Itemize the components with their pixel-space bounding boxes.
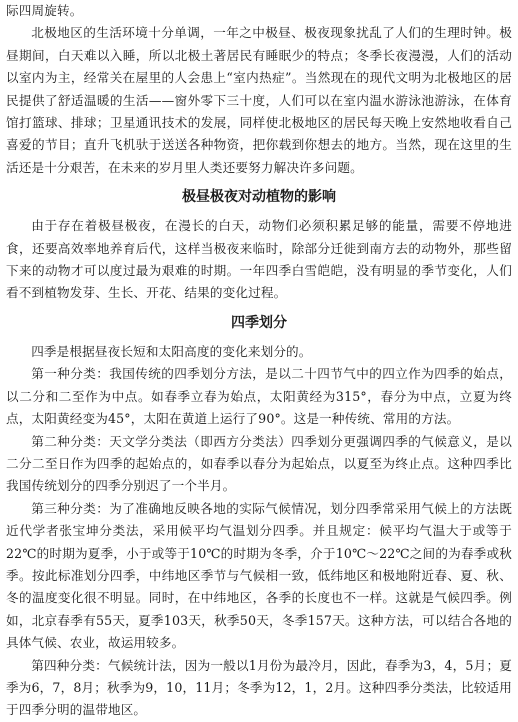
paragraph-classification-4: 第四种分类：气候统计法，因为一般以1月份为最冷月，因此，春季为3，4，5月；夏季为6，7，8月；秋季为9，10，11月；冬季为12，1，2月。这种四季分类法，比较适用于四季分明的温带地区。 (6, 657, 512, 718)
paragraph-classification-3: 第三种分类：为了准确地反映各地的实际气候情况，划分四季常采用气候上的方法既近代学者张宝坤分类法，采用候平均气温划分四季。并且规定：候平均气温大于或等于22℃的时期为夏季，小于或等于10℃的时期为冬季，介于10℃～22℃之间的为春季或秋季。按此标准划分四季，中纬地区季节与气候相一致，低纬地区和极地附近春、夏、秋、冬的温度变化很不明显。同时，在中纬地区，各季的长度也不一样。这就是气候四季。例如，北京春季有55天，夏季103天，秋季50天，冬季157天。这种方法，可以结合各地的具体气候、农业，故运用较多。 (6, 500, 512, 651)
paragraph-continuation: 际四周旋转。 (6, 3, 83, 18)
paragraph-classification-2: 第二种分类：天文学分类法（即西方分类法）四季划分更强调四季的气候意义，是以二分二至日作为四季的起始点的，如春季以春分为起始点，以夏至为终止点。这种四季比我国传统划分的四季分别迟了一个半月。 (6, 433, 512, 494)
paragraph-arctic-life: 北极地区的生活环境十分单调，一年之中极昼、极夜现象扰乱了人们的生理时钟。极昼期间，白天难以入睡，所以北极土著居民有睡眠少的特点；冬季长夜漫漫，人们的活动以室内为主，经常关在屋里的人会患上“室内热症”。当然现在的现代文明为北极地区的居民提供了舒适温暖的生活——窗外零下三十度，人们可以在室内温水游泳池游泳，在体育馆打篮球、排球；卫星通讯技术的发展，同样使北极地区的居民每天晚上安然地收看自己喜爱的节目；直升飞机驮于送送各种物资，把你载到你想去的地方。当然，现在这里的生活还是十分艰苦，在未来的岁月里人类还要努力解决许多问题。 (6, 25, 512, 175)
paragraph-classification-1: 第一种分类：我国传统的四季划分方法，是以二十四节气中的四立作为四季的始点，以二分和二至作为中点。如春季立春为始点，太阳黄经为315°，春分为中点，立夏为终点，太阳黄经变为45°，太阳在黄道上运行了90°。这是一种传统、常用的方法。 (6, 366, 512, 427)
section-heading-polar-day-night: 极昼极夜对动植物的影响 (182, 189, 336, 206)
paragraph-animals-plants: 由于存在着极昼极夜，在漫长的白天，动物们必须积累足够的能量，需要不停地进食，还要高效率地养育后代，这样当极夜来临时，除部分迁徙到南方去的动物外，那些留下来的动物才可以度过最为艰难的时期。一年四季白雪皑皑，没有明显的季节变化，人们看不到植物发芽、生长、开花、结果的变化过程。 (6, 218, 512, 301)
section-heading-four-seasons: 四季划分 (231, 314, 287, 331)
paragraph-seasons-intro: 四季是根据昼夜长短和太阳高度的变化来划分的。 (31, 343, 312, 359)
